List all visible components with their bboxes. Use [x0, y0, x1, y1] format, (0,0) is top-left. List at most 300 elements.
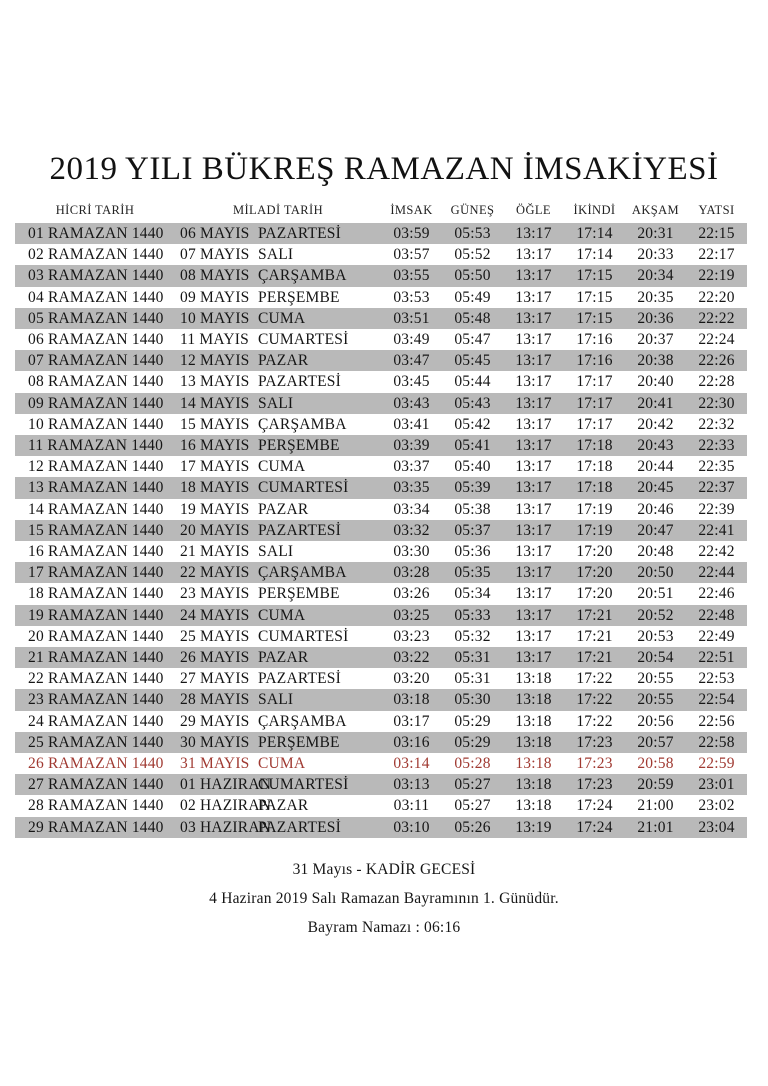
yatsi-time: 22:44 — [698, 564, 735, 582]
miladi-date: 26 MAYIS — [180, 649, 250, 667]
header-ikindi: İKİNDİ — [573, 203, 616, 217]
gunes-time: 05:31 — [454, 649, 491, 667]
ogle-time: 13:17 — [515, 606, 552, 624]
yatsi-time: 22:46 — [698, 585, 735, 603]
miladi-date: 19 MAYIS — [180, 500, 250, 518]
table-row — [15, 732, 747, 753]
miladi-date: 29 MAYIS — [180, 712, 250, 730]
table-row — [15, 287, 747, 308]
imsak-time: 03:39 — [393, 437, 430, 455]
gunes-time: 05:26 — [454, 818, 491, 836]
imsak-time: 03:49 — [393, 331, 430, 349]
ogle-time: 13:18 — [515, 712, 552, 730]
table-row — [15, 435, 747, 456]
miladi-date: 18 MAYIS — [180, 479, 250, 497]
weekday: PAZARTESİ — [258, 225, 341, 242]
weekday: PAZARTESİ — [258, 521, 341, 539]
ikindi-time: 17:22 — [576, 712, 613, 730]
gunes-time: 05:39 — [454, 479, 491, 497]
imsak-time: 03:22 — [393, 649, 430, 667]
yatsi-time: 22:49 — [698, 627, 735, 645]
ikindi-time: 17:22 — [576, 670, 613, 688]
aksam-time: 20:57 — [637, 733, 674, 751]
miladi-date: 15 MAYIS — [180, 415, 250, 433]
hicri-date: 26 RAMAZAN 1440 — [28, 755, 164, 773]
kadir-gecesi-note: 31 Mayıs - KADİR GECESİ — [292, 860, 476, 878]
imsak-time: 03:28 — [393, 564, 430, 582]
header-gunes: GÜNEŞ — [450, 203, 495, 217]
ikindi-time: 17:22 — [576, 691, 613, 709]
ogle-time: 13:17 — [515, 521, 552, 539]
header-hicri-tarih: HİCRİ TARİH — [55, 203, 135, 217]
imsak-time: 03:32 — [393, 521, 430, 539]
hicri-date: 09 RAMAZAN 1440 — [28, 394, 164, 412]
aksam-time: 20:56 — [637, 712, 674, 730]
aksam-time: 20:31 — [637, 225, 674, 242]
imsak-time: 03:14 — [393, 755, 430, 773]
gunes-time: 05:29 — [454, 712, 491, 730]
yatsi-time: 22:33 — [698, 437, 735, 455]
ogle-time: 13:17 — [515, 331, 552, 349]
ogle-time: 13:17 — [515, 564, 552, 582]
imsak-time: 03:57 — [393, 246, 430, 264]
gunes-time: 05:52 — [454, 246, 491, 264]
ikindi-time: 17:24 — [576, 797, 613, 815]
table-header-row — [15, 198, 747, 223]
yatsi-time: 23:02 — [698, 797, 735, 815]
ikindi-time: 17:18 — [576, 458, 613, 476]
ikindi-time: 17:19 — [576, 521, 613, 539]
yatsi-time: 22:20 — [698, 288, 735, 306]
aksam-time: 20:59 — [637, 776, 674, 794]
weekday: CUMA — [258, 606, 306, 624]
hicri-date: 27 RAMAZAN 1440 — [28, 776, 164, 794]
aksam-time: 20:41 — [637, 394, 674, 412]
table-row — [15, 668, 747, 689]
yatsi-time: 22:35 — [698, 458, 735, 476]
ogle-time: 13:17 — [515, 309, 552, 327]
miladi-date: 24 MAYIS — [180, 606, 250, 624]
hicri-date: 08 RAMAZAN 1440 — [28, 373, 164, 391]
ogle-time: 13:17 — [515, 225, 552, 242]
ikindi-time: 17:15 — [576, 288, 613, 306]
table-row — [15, 223, 747, 244]
table-row — [15, 817, 747, 838]
miladi-date: 12 MAYIS — [180, 352, 250, 370]
aksam-time: 20:55 — [637, 691, 674, 709]
miladi-date: 27 MAYIS — [180, 670, 250, 688]
yatsi-time: 22:39 — [698, 500, 735, 518]
weekday: SALI — [258, 246, 294, 264]
table-row — [15, 244, 747, 265]
ikindi-time: 17:17 — [576, 394, 613, 412]
hicri-date: 18 RAMAZAN 1440 — [28, 585, 164, 603]
yatsi-time: 22:41 — [698, 521, 735, 539]
aksam-time: 21:00 — [637, 797, 674, 815]
aksam-time: 20:44 — [637, 458, 674, 476]
imsak-time: 03:23 — [393, 627, 430, 645]
miladi-date: 01 HAZIRAN — [180, 776, 272, 794]
table-row — [15, 520, 747, 541]
yatsi-time: 22:22 — [698, 309, 735, 327]
header-yatsi: YATSI — [698, 203, 735, 217]
miladi-date: 22 MAYIS — [180, 564, 250, 582]
miladi-date: 31 MAYIS — [180, 755, 250, 773]
imsak-time: 03:59 — [393, 225, 430, 242]
ikindi-time: 17:21 — [576, 649, 613, 667]
ikindi-time: 17:16 — [576, 331, 613, 349]
table-row — [15, 393, 747, 414]
weekday: SALI — [258, 691, 294, 709]
aksam-time: 20:34 — [637, 267, 674, 285]
ogle-time: 13:17 — [515, 479, 552, 497]
table-row — [15, 795, 747, 816]
table-row — [15, 329, 747, 350]
aksam-time: 20:33 — [637, 246, 674, 264]
ogle-time: 13:17 — [515, 246, 552, 264]
aksam-time: 20:43 — [637, 437, 674, 455]
weekday: CUMA — [258, 755, 306, 773]
table-row — [15, 541, 747, 562]
weekday: ÇARŞAMBA — [258, 415, 347, 433]
yatsi-time: 22:24 — [698, 331, 735, 349]
yatsi-time: 22:48 — [698, 606, 735, 624]
aksam-time: 20:45 — [637, 479, 674, 497]
aksam-time: 20:36 — [637, 309, 674, 327]
yatsi-time: 22:26 — [698, 352, 735, 370]
table-row — [15, 562, 747, 583]
miladi-date: 11 MAYIS — [180, 331, 249, 349]
imsak-time: 03:47 — [393, 352, 430, 370]
imsak-time: 03:41 — [393, 415, 430, 433]
header-aksam: AKŞAM — [631, 203, 680, 217]
gunes-time: 05:42 — [454, 415, 491, 433]
table-row — [15, 499, 747, 520]
hicri-date: 17 RAMAZAN 1440 — [28, 564, 164, 582]
ikindi-time: 17:23 — [576, 776, 613, 794]
aksam-time: 20:50 — [637, 564, 674, 582]
gunes-time: 05:45 — [454, 352, 491, 370]
bayram-day-note: 4 Haziran 2019 Salı Ramazan Bayramının 1. Günüdür. — [209, 889, 559, 907]
weekday: PERŞEMBE — [258, 733, 340, 751]
miladi-date: 06 MAYIS — [180, 225, 250, 242]
imsak-time: 03:53 — [393, 288, 430, 306]
miladi-date: 20 MAYIS — [180, 521, 250, 539]
yatsi-time: 22:30 — [698, 394, 735, 412]
ikindi-time: 17:21 — [576, 606, 613, 624]
table-row — [15, 583, 747, 604]
aksam-time: 20:55 — [637, 670, 674, 688]
aksam-time: 20:38 — [637, 352, 674, 370]
weekday: PAZAR — [258, 500, 309, 518]
page-title: 2019 YILI BÜKREŞ RAMAZAN İMSAKİYESİ — [49, 151, 719, 187]
aksam-time: 20:37 — [637, 331, 674, 349]
table-row — [15, 371, 747, 392]
ikindi-time: 17:14 — [576, 246, 613, 264]
ogle-time: 13:18 — [515, 691, 552, 709]
ikindi-time: 17:18 — [576, 437, 613, 455]
gunes-time: 05:32 — [454, 627, 491, 645]
yatsi-time: 22:58 — [698, 733, 735, 751]
table-row — [15, 689, 747, 710]
yatsi-time: 22:37 — [698, 479, 735, 497]
aksam-time: 20:47 — [637, 521, 674, 539]
weekday: CUMARTESİ — [258, 776, 349, 794]
gunes-time: 05:29 — [454, 733, 491, 751]
ikindi-time: 17:17 — [576, 415, 613, 433]
hicri-date: 23 RAMAZAN 1440 — [28, 691, 164, 709]
yatsi-time: 22:53 — [698, 670, 735, 688]
weekday: PAZAR — [258, 797, 309, 815]
yatsi-time: 23:04 — [698, 818, 735, 836]
hicri-date: 29 RAMAZAN 1440 — [28, 818, 164, 836]
aksam-time: 20:46 — [637, 500, 674, 518]
ogle-time: 13:17 — [515, 352, 552, 370]
aksam-time: 20:52 — [637, 606, 674, 624]
miladi-date: 28 MAYIS — [180, 691, 250, 709]
imsak-time: 03:45 — [393, 373, 430, 391]
yatsi-time: 22:15 — [698, 225, 735, 242]
ogle-time: 13:17 — [515, 543, 552, 561]
ikindi-time: 17:23 — [576, 733, 613, 751]
ikindi-time: 17:19 — [576, 500, 613, 518]
imsak-time: 03:51 — [393, 309, 430, 327]
yatsi-time: 23:01 — [698, 776, 735, 794]
aksam-time: 20:53 — [637, 627, 674, 645]
ikindi-time: 17:20 — [576, 585, 613, 603]
hicri-date: 04 RAMAZAN 1440 — [28, 288, 164, 306]
aksam-time: 20:48 — [637, 543, 674, 561]
imsak-time: 03:20 — [393, 670, 430, 688]
hicri-date: 15 RAMAZAN 1440 — [28, 521, 164, 539]
weekday: CUMARTESİ — [258, 627, 349, 645]
weekday: ÇARŞAMBA — [258, 267, 347, 285]
imsak-time: 03:17 — [393, 712, 430, 730]
miladi-date: 03 HAZIRAN — [180, 818, 272, 836]
hicri-date: 20 RAMAZAN 1440 — [28, 627, 164, 645]
table-row — [15, 456, 747, 477]
gunes-time: 05:34 — [454, 585, 491, 603]
weekday: CUMARTESİ — [258, 479, 349, 497]
weekday: SALI — [258, 543, 294, 561]
hicri-date: 05 RAMAZAN 1440 — [28, 309, 164, 327]
ikindi-time: 17:18 — [576, 479, 613, 497]
table-row — [15, 350, 747, 371]
table-row — [15, 753, 747, 774]
hicri-date: 22 RAMAZAN 1440 — [28, 670, 164, 688]
aksam-time: 20:58 — [637, 755, 674, 773]
aksam-time: 21:01 — [637, 818, 674, 836]
weekday: PERŞEMBE — [258, 437, 340, 455]
gunes-time: 05:43 — [454, 394, 491, 412]
table-row — [15, 308, 747, 329]
gunes-time: 05:47 — [454, 331, 491, 349]
yatsi-time: 22:56 — [698, 712, 735, 730]
weekday: PAZAR — [258, 649, 309, 667]
ikindi-time: 17:16 — [576, 352, 613, 370]
table-row — [15, 265, 747, 286]
imsak-time: 03:18 — [393, 691, 430, 709]
hicri-date: 14 RAMAZAN 1440 — [28, 500, 164, 518]
weekday: CUMA — [258, 458, 306, 476]
ikindi-time: 17:14 — [576, 225, 613, 242]
gunes-time: 05:35 — [454, 564, 491, 582]
ogle-time: 13:17 — [515, 458, 552, 476]
yatsi-time: 22:51 — [698, 649, 735, 667]
table-row — [15, 711, 747, 732]
gunes-time: 05:49 — [454, 288, 491, 306]
weekday: CUMA — [258, 309, 306, 327]
ogle-time: 13:17 — [515, 585, 552, 603]
ogle-time: 13:17 — [515, 267, 552, 285]
ogle-time: 13:19 — [515, 818, 552, 836]
table-row — [15, 774, 747, 795]
ikindi-time: 17:20 — [576, 564, 613, 582]
miladi-date: 07 MAYIS — [180, 246, 250, 264]
hicri-date: 10 RAMAZAN 1440 — [28, 415, 164, 433]
yatsi-time: 22:59 — [698, 755, 735, 773]
weekday: PAZARTESİ — [258, 670, 341, 688]
ogle-time: 13:17 — [515, 415, 552, 433]
ogle-time: 13:18 — [515, 755, 552, 773]
yatsi-time: 22:54 — [698, 691, 735, 709]
gunes-time: 05:38 — [454, 500, 491, 518]
miladi-date: 17 MAYIS — [180, 458, 250, 476]
header-imsak: İMSAK — [390, 203, 433, 217]
imsak-time: 03:16 — [393, 733, 430, 751]
weekday: ÇARŞAMBA — [258, 712, 347, 730]
ogle-time: 13:18 — [515, 670, 552, 688]
imsak-time: 03:26 — [393, 585, 430, 603]
table-row — [15, 647, 747, 668]
hicri-date: 02 RAMAZAN 1440 — [28, 246, 164, 264]
miladi-date: 21 MAYIS — [180, 543, 250, 561]
table-row — [15, 477, 747, 498]
ogle-time: 13:17 — [515, 373, 552, 391]
prayer-times-table — [15, 198, 747, 838]
gunes-time: 05:27 — [454, 776, 491, 794]
hicri-date: 25 RAMAZAN 1440 — [28, 733, 164, 751]
yatsi-time: 22:19 — [698, 267, 735, 285]
ikindi-time: 17:24 — [576, 818, 613, 836]
miladi-date: 14 MAYIS — [180, 394, 250, 412]
gunes-time: 05:53 — [454, 225, 491, 242]
ikindi-time: 17:15 — [576, 309, 613, 327]
hicri-date: 07 RAMAZAN 1440 — [28, 352, 164, 370]
imsak-time: 03:13 — [393, 776, 430, 794]
aksam-time: 20:40 — [637, 373, 674, 391]
imsak-time: 03:43 — [393, 394, 430, 412]
hicri-date: 13 RAMAZAN 1440 — [28, 479, 164, 497]
weekday: CUMARTESİ — [258, 331, 349, 349]
ikindi-time: 17:20 — [576, 543, 613, 561]
header-miladi-tarih: MİLADİ TARİH — [232, 203, 324, 217]
table-row — [15, 626, 747, 647]
hicri-date: 21 RAMAZAN 1440 — [28, 649, 164, 667]
imsak-time: 03:35 — [393, 479, 430, 497]
hicri-date: 03 RAMAZAN 1440 — [28, 267, 164, 285]
timetable-body — [15, 223, 747, 838]
hicri-date: 06 RAMAZAN 1440 — [28, 331, 164, 349]
table-row — [15, 414, 747, 435]
imsak-time: 03:30 — [393, 543, 430, 561]
aksam-time: 20:42 — [637, 415, 674, 433]
imsak-time: 03:55 — [393, 267, 430, 285]
aksam-time: 20:51 — [637, 585, 674, 603]
ogle-time: 13:18 — [515, 776, 552, 794]
hicri-date: 19 RAMAZAN 1440 — [28, 606, 164, 624]
gunes-time: 05:31 — [454, 670, 491, 688]
ikindi-time: 17:15 — [576, 267, 613, 285]
ogle-time: 13:18 — [515, 797, 552, 815]
ogle-time: 13:17 — [515, 394, 552, 412]
miladi-date: 02 HAZIRAN — [180, 797, 272, 815]
miladi-date: 13 MAYIS — [180, 373, 250, 391]
weekday: PERŞEMBE — [258, 288, 340, 306]
gunes-time: 05:37 — [454, 521, 491, 539]
ogle-time: 13:17 — [515, 627, 552, 645]
gunes-time: 05:30 — [454, 691, 491, 709]
ogle-time: 13:17 — [515, 437, 552, 455]
aksam-time: 20:35 — [637, 288, 674, 306]
imsak-time: 03:11 — [393, 797, 430, 815]
footer-notes — [0, 855, 768, 942]
bayram-namazi-note: Bayram Namazı : 06:16 — [307, 918, 461, 936]
miladi-date: 10 MAYIS — [180, 309, 250, 327]
ogle-time: 13:17 — [515, 649, 552, 667]
hicri-date: 12 RAMAZAN 1440 — [28, 458, 164, 476]
gunes-time: 05:41 — [454, 437, 491, 455]
gunes-time: 05:36 — [454, 543, 491, 561]
imsak-time: 03:34 — [393, 500, 430, 518]
ikindi-time: 17:17 — [576, 373, 613, 391]
miladi-date: 23 MAYIS — [180, 585, 250, 603]
gunes-time: 05:27 — [454, 797, 491, 815]
miladi-date: 30 MAYIS — [180, 733, 250, 751]
miladi-date: 09 MAYIS — [180, 288, 250, 306]
hicri-date: 11 RAMAZAN 1440 — [28, 437, 164, 455]
weekday: ÇARŞAMBA — [258, 564, 347, 582]
miladi-date: 25 MAYIS — [180, 627, 250, 645]
miladi-date: 08 MAYIS — [180, 267, 250, 285]
ikindi-time: 17:23 — [576, 755, 613, 773]
aksam-time: 20:54 — [637, 649, 674, 667]
weekday: PAZAR — [258, 352, 309, 370]
hicri-date: 24 RAMAZAN 1440 — [28, 712, 164, 730]
hicri-date: 16 RAMAZAN 1440 — [28, 543, 164, 561]
gunes-time: 05:40 — [454, 458, 491, 476]
gunes-time: 05:48 — [454, 309, 491, 327]
yatsi-time: 22:28 — [698, 373, 735, 391]
header-ogle: ÖĞLE — [516, 203, 551, 217]
hicri-date: 28 RAMAZAN 1440 — [28, 797, 164, 815]
ogle-time: 13:17 — [515, 288, 552, 306]
imsak-time: 03:25 — [393, 606, 430, 624]
weekday: PERŞEMBE — [258, 585, 340, 603]
table-row — [15, 605, 747, 626]
imsak-time: 03:10 — [393, 818, 430, 836]
yatsi-time: 22:32 — [698, 415, 735, 433]
yatsi-time: 22:17 — [698, 246, 735, 264]
miladi-date: 16 MAYIS — [180, 437, 250, 455]
weekday: PAZARTESİ — [258, 818, 341, 836]
gunes-time: 05:33 — [454, 606, 491, 624]
ikindi-time: 17:21 — [576, 627, 613, 645]
ogle-time: 13:18 — [515, 733, 552, 751]
yatsi-time: 22:42 — [698, 543, 735, 561]
weekday: SALI — [258, 394, 294, 412]
gunes-time: 05:28 — [454, 755, 491, 773]
